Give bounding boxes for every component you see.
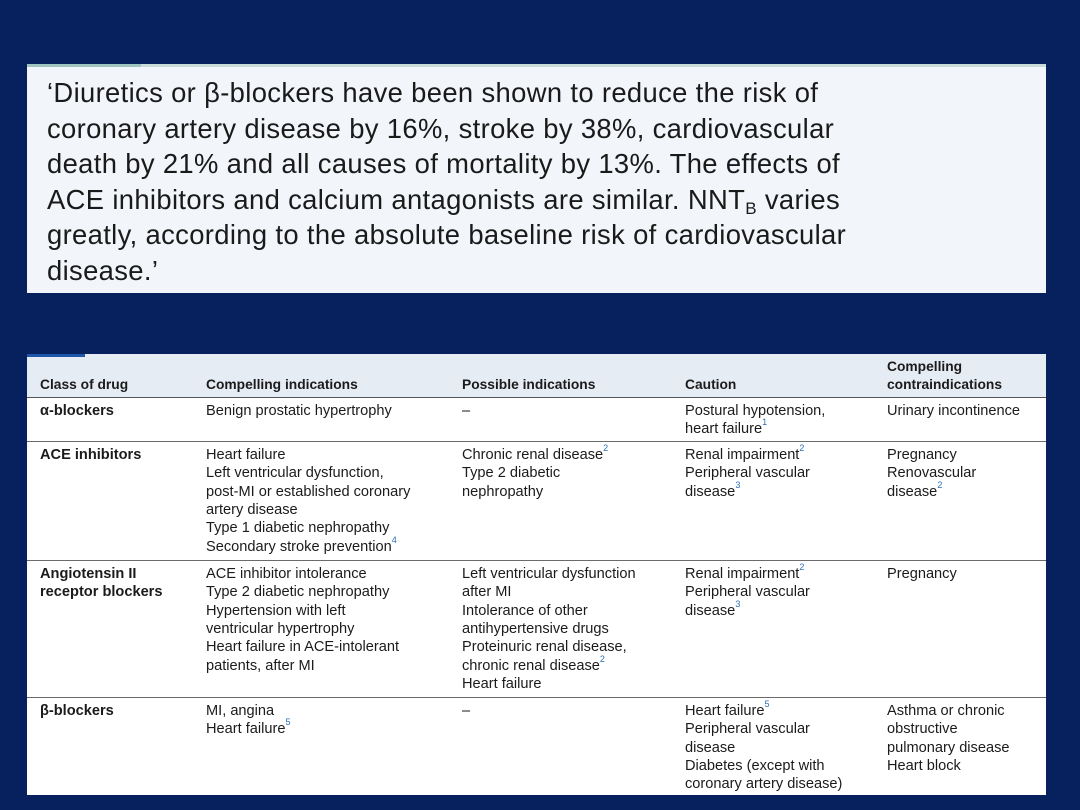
cell-text: ventricular hypertrophy	[206, 621, 355, 638]
header-class-of-drug: Class of drug	[27, 354, 193, 398]
cell-contra	[874, 398, 1046, 442]
table-body	[27, 398, 1046, 796]
quote-text	[47, 75, 1028, 289]
header-contra-line-1: Compelling	[887, 359, 963, 374]
cell-text: Left ventricular dysfunction	[462, 565, 636, 582]
quote-box	[27, 64, 1046, 293]
cell-contra	[874, 697, 1046, 795]
cell-text: α-blockers	[40, 403, 114, 419]
cell-compelling	[193, 560, 449, 697]
cell-text: coronary artery disease)	[685, 776, 843, 793]
cell-class	[27, 441, 193, 560]
cell-text: nephropathy	[462, 483, 544, 500]
cell-line	[206, 464, 443, 482]
cell-line	[685, 479, 868, 501]
cell-line	[685, 442, 868, 464]
cell-line	[206, 620, 443, 638]
cell-line	[887, 446, 1040, 464]
cell-line	[685, 757, 868, 775]
cell-text: Renal impairment	[685, 446, 800, 463]
cell-possible	[449, 560, 672, 697]
quote-line-4	[47, 182, 1028, 218]
header-compelling-indications: Compelling indications	[193, 354, 449, 398]
cell-line	[206, 402, 443, 420]
cell-text: after MI	[462, 584, 512, 601]
cell-line	[206, 519, 443, 537]
header-possible-indications: Possible indications	[449, 354, 672, 398]
footnote-marker: 2	[799, 442, 805, 453]
cell-text: Pregnancy	[887, 565, 957, 582]
cell-line	[206, 657, 443, 675]
cell-text: antihypertensive drugs	[462, 621, 609, 638]
table-header-row	[27, 354, 1046, 398]
cell-possible	[449, 441, 672, 560]
quote-line-2: coronary artery disease by 16%, stroke by 38%, cardiovascular	[47, 112, 835, 144]
cell-text: Type 1 diabetic nephropathy	[206, 520, 390, 537]
footnote-marker: 5	[285, 717, 291, 728]
header-contraindications	[874, 354, 1046, 398]
cell-line	[206, 446, 443, 464]
cell-line	[40, 565, 187, 583]
cell-line	[462, 602, 666, 620]
nnt-subscript: B	[745, 198, 757, 218]
cell-compelling	[193, 398, 449, 442]
cell-text: Type 2 diabetic	[462, 465, 561, 482]
cell-text: chronic renal disease	[462, 657, 600, 674]
footnote-marker: 3	[735, 479, 741, 490]
cell-line	[685, 402, 868, 420]
cell-class	[27, 697, 193, 795]
cell-text: ACE inhibitors	[40, 446, 142, 463]
cell-class	[27, 398, 193, 442]
cell-line	[40, 402, 187, 420]
cell-line	[887, 479, 1040, 501]
cell-text: Type 2 diabetic nephropathy	[206, 584, 390, 601]
footnote-marker: 4	[391, 534, 397, 545]
cell-line	[206, 501, 443, 519]
cell-text: –	[462, 702, 471, 719]
quote-line-1: ‘Diuretics or β-blockers have been shown to reduce the risk of	[47, 77, 819, 108]
cell-caution	[672, 441, 874, 560]
cell-line	[40, 583, 187, 601]
cell-text: Heart block	[887, 758, 961, 775]
cell-line	[887, 720, 1040, 738]
cell-text: receptor blockers	[40, 584, 163, 601]
cell-text: Renal impairment	[685, 565, 800, 582]
cell-line	[206, 534, 443, 556]
footnote-marker: 3	[735, 598, 741, 609]
cell-line	[685, 561, 868, 583]
table-row	[27, 398, 1046, 442]
cell-text: Proteinuric renal disease,	[462, 639, 627, 656]
cell-line	[206, 717, 443, 738]
cell-line	[206, 565, 443, 583]
cell-line	[462, 702, 666, 720]
cell-line	[206, 602, 443, 620]
cell-line	[685, 698, 868, 720]
cell-line	[887, 464, 1040, 482]
cell-possible	[449, 697, 672, 795]
quote-line-6: disease.’	[47, 254, 159, 286]
cell-line	[462, 675, 666, 693]
cell-line	[462, 565, 666, 583]
footnote-marker: 2	[599, 653, 605, 664]
cell-text: post-MI or established coronary	[206, 483, 411, 500]
cell-line	[462, 638, 666, 656]
drug-table-panel	[27, 354, 1046, 795]
cell-contra	[874, 441, 1046, 560]
cell-line	[685, 720, 868, 738]
cell-text: disease	[685, 483, 736, 500]
cell-caution	[672, 560, 874, 697]
cell-compelling	[193, 697, 449, 795]
table-row	[27, 560, 1046, 697]
cell-text: pulmonary disease	[887, 739, 1010, 756]
footnote-marker: 2	[603, 442, 609, 453]
header-contra-line-2: contraindications	[887, 376, 1002, 392]
cell-text: Heart failure in ACE-intolerant	[206, 639, 400, 656]
footnote-marker: 5	[764, 698, 770, 709]
cell-line	[887, 565, 1040, 583]
cell-possible	[449, 398, 672, 442]
cell-text: ACE inhibitor intolerance	[206, 565, 367, 582]
cell-text: patients, after MI	[206, 657, 315, 674]
cell-line	[887, 739, 1040, 757]
cell-text: Secondary stroke prevention	[206, 538, 392, 555]
cell-text: –	[462, 403, 471, 419]
cell-text: Postural hypotension,	[685, 403, 826, 419]
quote-line-5: greatly, according to the absolute baseline risk of cardiovascular	[47, 219, 847, 251]
table-row	[27, 697, 1046, 795]
quote-line-4-pre: ACE inhibitors and calcium antagonists are similar. NNT	[47, 183, 746, 215]
footnote-marker: 2	[937, 479, 943, 490]
cell-line	[685, 583, 868, 601]
cell-line	[887, 402, 1040, 420]
cell-line	[462, 483, 666, 501]
cell-line	[206, 483, 443, 501]
cell-line	[206, 702, 443, 720]
cell-text: Heart failure	[206, 446, 286, 463]
cell-line	[685, 598, 868, 620]
cell-text: Urinary incontinence	[887, 403, 1021, 419]
cell-text: Renovascular	[887, 465, 977, 482]
cell-line	[462, 620, 666, 638]
quote-line-4-post: varies	[756, 183, 841, 215]
cell-text: artery disease	[206, 502, 298, 519]
cell-text: heart failure	[685, 421, 763, 438]
cell-line	[206, 583, 443, 601]
cell-contra	[874, 560, 1046, 697]
footnote-marker: 2	[799, 561, 805, 572]
cell-line	[685, 739, 868, 757]
cell-class	[27, 560, 193, 697]
cell-line	[685, 417, 868, 438]
cell-caution	[672, 697, 874, 795]
cell-text: Benign prostatic hypertrophy	[206, 403, 392, 419]
cell-line	[685, 464, 868, 482]
cell-text: Heart failure	[206, 721, 286, 738]
cell-line	[462, 402, 666, 420]
cell-text: disease	[887, 483, 938, 500]
cell-compelling	[193, 441, 449, 560]
cell-text: Left ventricular dysfunction,	[206, 465, 384, 482]
cell-text: Heart failure	[685, 702, 765, 719]
cell-text: Intolerance of other	[462, 602, 588, 619]
cell-text: Peripheral vascular	[685, 465, 810, 482]
cell-text: Pregnancy	[887, 446, 957, 463]
cell-line	[887, 702, 1040, 720]
cell-text: disease	[685, 602, 736, 619]
cell-caution	[672, 398, 874, 442]
cell-line	[887, 757, 1040, 775]
cell-line	[462, 442, 666, 464]
header-caution: Caution	[672, 354, 874, 398]
cell-line	[462, 583, 666, 601]
cell-line	[40, 702, 187, 720]
table-corner-accent	[27, 354, 85, 357]
cell-line	[40, 446, 187, 464]
cell-text: obstructive	[887, 721, 958, 738]
cell-line	[462, 464, 666, 482]
footnote-marker: 1	[762, 417, 768, 428]
cell-line	[685, 775, 868, 793]
cell-text: β-blockers	[40, 702, 114, 719]
cell-text: disease	[685, 739, 736, 756]
cell-line	[206, 638, 443, 656]
cell-text: Angiotensin II	[40, 565, 137, 582]
cell-text: Diabetes (except with	[685, 758, 825, 775]
cell-text: Heart failure	[462, 676, 542, 693]
table-row	[27, 441, 1046, 560]
quote-line-3: death by 21% and all causes of mortality by 13%. The effects of	[47, 148, 840, 180]
cell-text: Asthma or chronic	[887, 702, 1005, 719]
cell-text: Peripheral vascular	[685, 584, 810, 601]
drug-indications-table	[27, 354, 1046, 795]
cell-text: Chronic renal disease	[462, 446, 604, 463]
cell-line	[462, 653, 666, 675]
cell-text: Peripheral vascular	[685, 721, 810, 738]
quote-accent-bar	[27, 64, 141, 67]
cell-text: MI, angina	[206, 702, 275, 719]
cell-text: Hypertension with left	[206, 602, 346, 619]
